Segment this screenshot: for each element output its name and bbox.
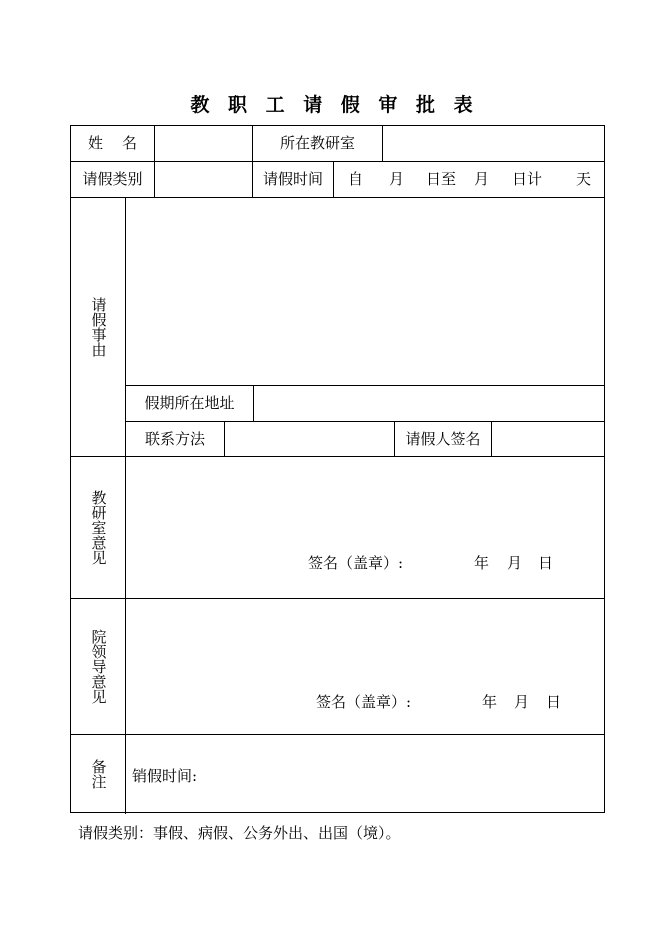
footnote: 请假类别：事假、病假、公务外出、出国（境）。 (78, 824, 401, 842)
time-from: 自 (348, 170, 364, 188)
dept-day: 日 (538, 554, 554, 572)
leader-sign-label: 签名（盖章）: (316, 693, 412, 711)
time-day-to: 日至 (426, 170, 457, 188)
dept-opinion-field[interactable] (126, 457, 604, 598)
leader-opinion-field[interactable] (126, 599, 604, 734)
contact-label: 联系方法 (144, 430, 205, 448)
remarks-label-cell (71, 735, 125, 813)
dept-month: 月 (507, 554, 523, 572)
dept-label: 所在教研室 (279, 134, 355, 152)
remarks-field[interactable] (126, 735, 604, 813)
leave-type-field[interactable] (155, 162, 252, 197)
address-label: 假期所在地址 (144, 394, 235, 412)
leave-time-label: 请假时间 (262, 170, 323, 188)
contact-field[interactable] (225, 422, 394, 456)
cancel-time-label: 销假时间: (132, 767, 198, 785)
applicant-signature-field[interactable] (492, 422, 604, 456)
dept-opinion-label: 教研室意见 (89, 490, 108, 565)
leader-opinion-label: 院领导意见 (89, 629, 108, 704)
time-month-1: 月 (389, 170, 405, 188)
reason-label-cell (71, 198, 125, 456)
leader-year: 年 (482, 693, 498, 711)
name-label-text: 姓 名 (87, 134, 138, 152)
name-field[interactable] (155, 126, 252, 161)
address-field[interactable] (254, 386, 604, 421)
leader-month: 月 (514, 693, 530, 711)
time-day-total: 日计 (512, 170, 543, 188)
form-title: 教 职 工 请 假 审 批 表 (190, 94, 479, 116)
name-label (71, 126, 154, 161)
time-month-2: 月 (474, 170, 490, 188)
applicant-signature-label: 请假人签名 (405, 430, 481, 448)
leader-opinion-label-cell (71, 599, 125, 734)
dept-opinion-label-cell (71, 457, 125, 598)
dept-sign-label: 签名（盖章）: (308, 554, 404, 572)
leader-day: 日 (546, 693, 562, 711)
remarks-label: 备注 (89, 759, 108, 789)
leave-time-field[interactable] (334, 162, 604, 197)
dept-field[interactable] (383, 126, 604, 161)
reason-label: 请假事由 (89, 297, 108, 357)
leave-type-label: 请假类别 (82, 170, 143, 188)
dept-year: 年 (474, 554, 490, 572)
leave-approval-form (70, 125, 605, 813)
reason-field[interactable] (126, 198, 604, 385)
time-days: 天 (576, 170, 592, 188)
